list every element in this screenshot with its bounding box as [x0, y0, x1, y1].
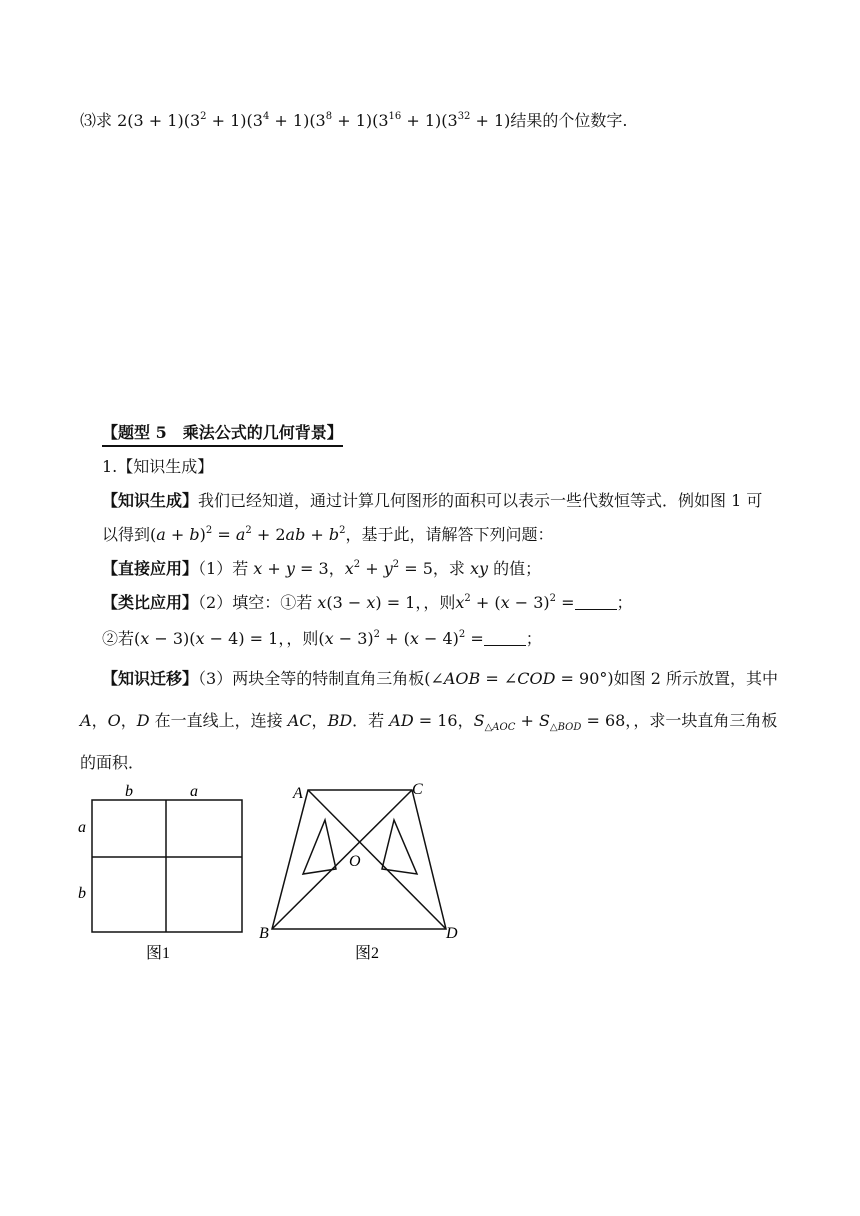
part2-line: ②若(x − 3)(x − 4) = 1，，则$(x - 3)^2 + (x - 4)^2$ = ； — [102, 629, 542, 648]
section-title: 【题型 5 乘法公式的几何背景】 — [102, 422, 343, 447]
fig1-side-label-b: b — [78, 885, 86, 902]
identity-formula: $(a + b)^2 = a^2 + 2ab + b^2$ — [150, 525, 346, 544]
fig2-caption: 图2 — [355, 945, 380, 962]
figure-1 — [70, 780, 260, 970]
problem-number: 1.【知识生成】 — [102, 457, 214, 476]
fig2-label-B: B — [259, 925, 269, 942]
intro-line-2: 以得到$(a + b)^2 = a^2 + 2ab + b^2$，基于此，请解答下列问题： — [102, 525, 554, 544]
q3-prefix: ⑶求 — [80, 111, 113, 130]
direct-label: 【直接应用】 — [102, 559, 199, 578]
fig2-label-C: C — [412, 781, 423, 798]
answer-blank-1[interactable] — [575, 595, 617, 610]
transfer-line-1: 【知识迁移】（3）两块全等的特制直角三角板(∠AOB = ∠COD = 90°)如图 2 所示放置，其中 — [102, 669, 779, 688]
intro-line-1 — [102, 490, 762, 512]
fig2-label-D: D — [446, 925, 458, 942]
q3-formula: $2(3 + 1)(3^2 + 1)(3^4 + 1)(3^8 + 1)(3^{16} + 1)(3^{32} + 1)$ — [117, 111, 511, 130]
figure-2 — [255, 778, 470, 973]
direct-line: 【直接应用】（1）若 x + y = 3，$x^2 + y^2 = 5$，求 xy 的值； — [102, 559, 542, 578]
transfer-label: 【知识迁移】 — [102, 669, 199, 688]
transfer-line-3: 的面积． — [80, 753, 145, 772]
analog-label: 【类比应用】 — [102, 593, 199, 612]
answer-blank-2[interactable] — [484, 631, 526, 646]
fig1-top-label-b: b — [125, 783, 133, 800]
q3-suffix: 结果的个位数字. — [510, 111, 628, 130]
q3-line — [80, 110, 628, 132]
transfer-line-2: A，O，D 在一直线上，连接 AC，BD．若 AD = 16，$S_{\triangle AOC} + S_{\triangle BOD} = 68$，，求一块直角三角板 — [80, 711, 778, 733]
fig2-label-A: A — [293, 785, 303, 802]
analog-line: 【类比应用】（2）填空：①若 x(3 − x) = 1，，则$x^2 + (x - 3)^2$ = ； — [102, 593, 633, 612]
intro-label: 【知识生成】 — [102, 491, 199, 510]
fig2-label-O: O — [349, 853, 361, 870]
fig1-side-label-a: a — [78, 819, 86, 836]
intro-text-1: 我们已经知道，通过计算几何图形的面积可以表示一些代数恒等式．例如图 1 可 — [198, 491, 763, 510]
fig1-caption: 图1 — [146, 945, 171, 962]
fig1-top-label-a: a — [190, 783, 198, 800]
